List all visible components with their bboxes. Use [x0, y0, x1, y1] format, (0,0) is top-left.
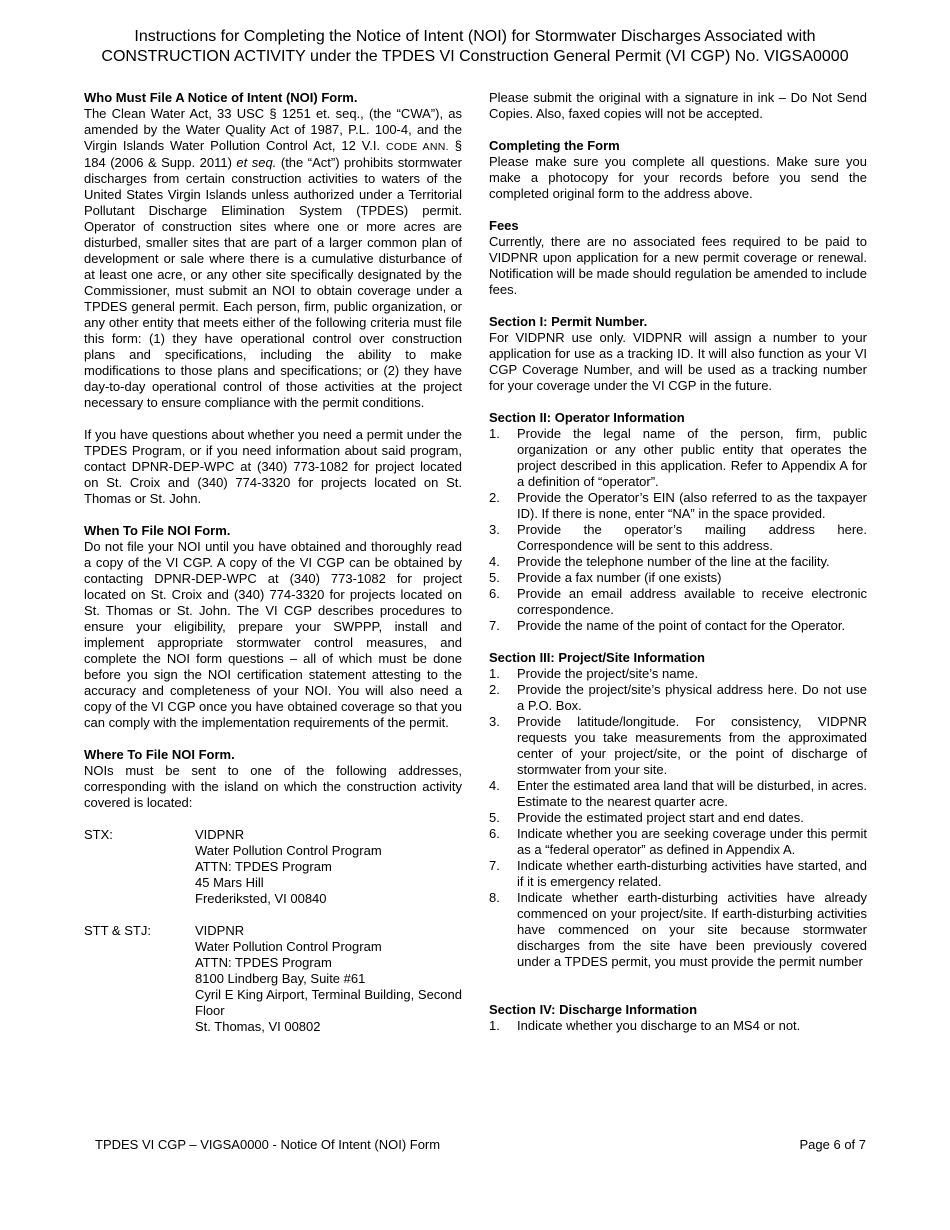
who-paragraph-2: If you have questions about whether you need a permit under the TPDES Program, or if you need information about said program, contact DPNR-DEP-WPC at (340) 773-1082 for project located on St. Croix and (340) 774-3320 for projects located on St. Thomas or St. John.	[84, 427, 462, 506]
list-item: 2. Provide the project/site’s physical address here. Do not use a P.O. Box.	[489, 682, 867, 713]
section-2-list	[489, 426, 867, 634]
list-item: 4. Provide the telephone number of the line at the facility.	[489, 554, 830, 569]
stx-address	[84, 827, 462, 907]
stx-line: VIDPNR	[195, 827, 245, 842]
section-3-heading: Section III: Project/Site Information	[489, 650, 705, 665]
where-paragraph: NOIs must be sent to one of the following addresses, corresponding with the island on which the construction activity covered is located:	[84, 763, 462, 810]
section-4-heading: Section IV: Discharge Information	[489, 1002, 698, 1017]
list-item: 3. Provide the operator’s mailing address here. Correspondence will be sent to this address.	[489, 522, 867, 553]
list-item: 4. Enter the estimated area land that will be disturbed, in acres. Estimate to the nearest quarter acre.	[489, 778, 867, 809]
list-item: 1. Provide the legal name of the person, firm, public organization or any other public entity that operates the project described in this application. Refer to Appendix A for a definition of “operator”.	[489, 426, 867, 489]
title-line-1: Instructions for Completing the Notice of Intent (NOI) for Stormwater Discharges Associated with	[134, 28, 816, 45]
list-item: 1. Provide the project/site’s name.	[489, 666, 699, 681]
section-1-paragraph: For VIDPNR use only. VIDPNR will assign a number to your application for use as a tracking ID. It will also function as your VI CGP Coverage Number, and will be used as a tracking number for your coverage under the VI CGP in the future.	[489, 330, 867, 393]
section-1-heading: Section I: Permit Number.	[489, 314, 648, 329]
stx-line: 45 Mars Hill	[195, 875, 264, 890]
title-line-2: CONSTRUCTION ACTIVITY under the TPDES VI Construction General Permit (VI CGP) No. VIGSA0000	[101, 48, 849, 65]
stx-label: STX:	[84, 827, 113, 842]
list-item: 8. Indicate whether earth-disturbing activities have already commenced on your project/site. If earth-disturbing activities have commenced on your site because stormwater discharges from the site have been previously covered under a TPDES permit, you must provide the permit number	[489, 890, 867, 969]
et-seq: et seq.	[236, 155, 277, 170]
who-paragraph-1	[84, 106, 462, 411]
code-ann: CODE ANN.	[386, 141, 449, 153]
who-p1-a: The Clean Water Act, 33 USC § 1251 et. seq., (the “CWA”), as amended by the Water Quality Act of 1987, P.L. 100-4, and the Virgin Islands Water Pollution Control Act, 12 V.I.	[84, 106, 462, 153]
stt-line: St. Thomas, VI 00802	[195, 1019, 321, 1034]
stt-line: Cyril E King Airport, Terminal Building, Second Floor	[195, 987, 462, 1018]
list-item: 3. Provide latitude/longitude. For consistency, VIDPNR requests you take measurements from the approximated center of your project/site, or the point of discharge of stormwater from your site.	[489, 714, 867, 777]
list-item: 5. Provide the estimated project start and end dates.	[489, 810, 804, 825]
who-heading: Who Must File A Notice of Intent (NOI) Form.	[84, 90, 358, 105]
stx-line: ATTN: TPDES Program	[195, 859, 332, 874]
list-item: 6. Indicate whether you are seeking coverage under this permit as a “federal operator” as defined in Appendix A.	[489, 826, 867, 857]
section-4-list	[489, 1018, 867, 1034]
stt-label: STT & STJ:	[84, 923, 151, 938]
when-paragraph: Do not file your NOI until you have obtained and thoroughly read a copy of the VI CGP. A copy of the VI CGP can be obtained by contacting DPNR-DEP-WPC at (340) 773-1082 for project located on St. Croix and (340) 774-3320 for projects located on St. Thomas or St. John. The VI CGP describes procedures to ensure your eligibility, prepare your SWPPP, install and implement appropriate stormwater control measures, and complete the NOI form questions – all of which must be done before you sign the NOI certification statement attesting to the accuracy and completeness of your NOI. You will also need a copy of the VI CGP once you have obtained coverage so that you can comply with the implementation requirements of the permit.	[84, 539, 462, 730]
stt-line: ATTN: TPDES Program	[195, 955, 332, 970]
list-item: 2. Provide the Operator’s EIN (also referred to as the taxpayer ID). If there is none, enter “NA” in the space provided.	[489, 490, 867, 521]
section-3-list	[489, 666, 867, 970]
stt-line: Water Pollution Control Program	[195, 939, 382, 954]
who-p1-b: § 184 (2006 & Supp. 2011)	[84, 138, 462, 170]
list-item: 7. Provide the name of the point of contact for the Operator.	[489, 618, 846, 633]
document-title	[40, 27, 910, 67]
footer-form-name: TPDES VI CGP – VIGSA0000 - Notice Of Intent (NOI) Form	[95, 1137, 441, 1152]
stt-line: 8100 Lindberg Bay, Suite #61	[195, 971, 366, 986]
completing-heading: Completing the Form	[489, 138, 620, 153]
stt-address	[84, 923, 462, 1035]
fees-heading: Fees	[489, 218, 519, 233]
stt-line: VIDPNR	[195, 923, 245, 938]
right-column	[489, 90, 867, 1034]
left-column	[84, 90, 462, 1035]
who-p1-c: (the “Act”) prohibits stormwater discharges from certain construction activities to waters of the United States Virgin Islands unless authorized under a Territorial Pollutant Discharge Elimination System (TPDES) permit. Operator of construction sites where one or more acres are disturbed, smaller sites that are part of a larger common plan of development or sale where there is a cumulative disturbance of at least one acre, or any other site specifically designated by the Commissioner, must submit an NOI to obtain coverage under a TPDES general permit. Each person, firm, public organization, or any other entity that meets either of the following criteria must file this form: (1) they have operational control over construction plans and specifications, including the ability to make modifications to those plans and specifications; or (2) they have day-to-day operational control of those activities at the project necessary to ensure compliance with the permit conditions.	[84, 155, 462, 410]
fees-paragraph: Currently, there are no associated fees required to be paid to VIDPNR upon application for a new permit coverage or renewal. Notification will be made should regulation be amended to include fees.	[489, 234, 867, 297]
stx-line: Water Pollution Control Program	[195, 843, 382, 858]
list-item: 7. Indicate whether earth-disturbing activities have started, and if it is emergency related.	[489, 858, 867, 889]
where-heading: Where To File NOI Form.	[84, 747, 235, 762]
submit-paragraph: Please submit the original with a signature in ink – Do Not Send Copies. Also, faxed copies will not be accepted.	[489, 90, 867, 121]
section-2-heading: Section II: Operator Information	[489, 410, 685, 425]
list-item: 1. Indicate whether you discharge to an MS4 or not.	[489, 1018, 801, 1033]
list-item: 5. Provide a fax number (if one exists)	[489, 570, 722, 585]
footer-page-number: Page 6 of 7	[799, 1137, 866, 1152]
list-item: 6. Provide an email address available to receive electronic correspondence.	[489, 586, 867, 617]
when-heading: When To File NOI Form.	[84, 523, 231, 538]
completing-paragraph: Please make sure you complete all questions. Make sure you make a photocopy for your records before you send the completed original form to the address above.	[489, 154, 867, 201]
stx-line: Frederiksted, VI 00840	[195, 891, 327, 906]
